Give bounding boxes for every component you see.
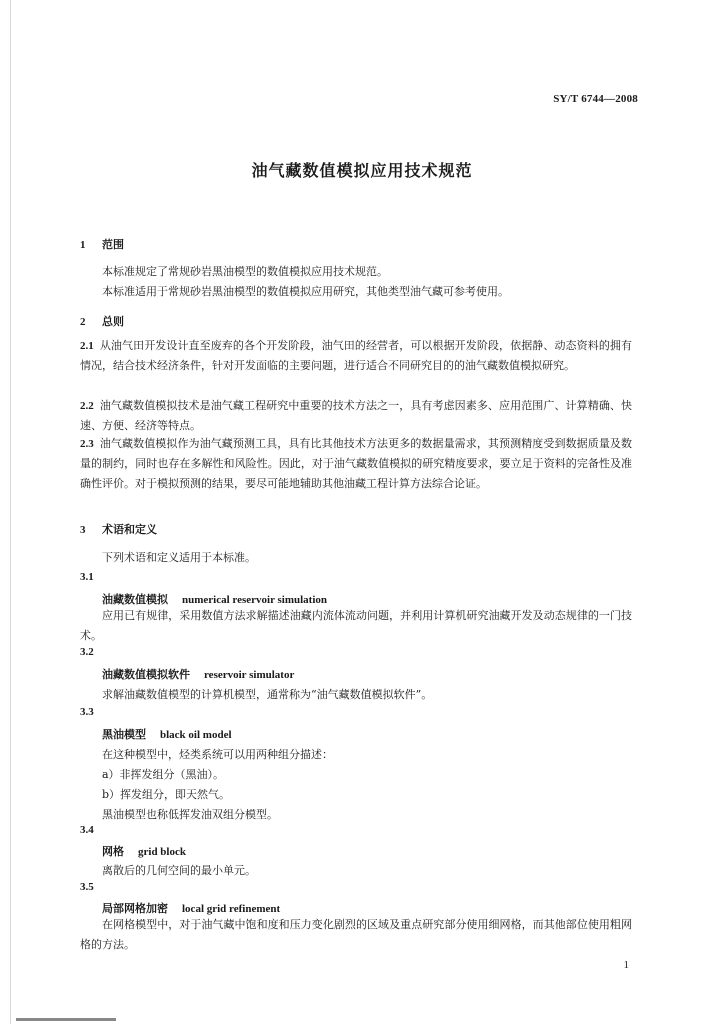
term-3-5-definition: 在网格模型中，对于油气藏中饱和度和压力变化剧烈的区域及重点研究部分使用细网格，而其他部位使用粗网格的方法。 xyxy=(80,918,632,951)
section-number: 3 xyxy=(80,524,86,536)
clause-text: 从油气田开发设计直至废弃的各个开发阶段，油气田的经营者，可以根据开发阶段，依据静、动态资料的拥有情况，结合技术经济条件，针对开发面临的主要问题，进行适合不同研究目的的油气藏数值模拟研究。 xyxy=(80,339,632,372)
term-chinese: 局部网格加密 xyxy=(102,902,168,915)
term-3-1 xyxy=(102,591,327,607)
term-chinese: 黑油模型 xyxy=(102,728,146,741)
term-3-1-number: 3.1 xyxy=(80,571,94,583)
term-3-2-number: 3.2 xyxy=(80,646,94,658)
section-number: 2 xyxy=(80,316,86,328)
section-number: 1 xyxy=(80,239,86,251)
clause-number: 2.2 xyxy=(80,400,94,412)
term-3-3-item-b: b）挥发组分，即天然气。 xyxy=(102,788,231,801)
section-2-heading xyxy=(80,313,124,329)
term-chinese: 网格 xyxy=(102,845,124,858)
clause-number: 2.3 xyxy=(80,438,94,450)
term-3-3-note: 黑油模型也称低挥发油双组分模型。 xyxy=(102,808,278,821)
term-3-5-number: 3.5 xyxy=(80,881,94,893)
term-3-3-definition: 在这种模型中，烃类系统可以用两种组分描述： xyxy=(102,748,333,761)
clause-2-2 xyxy=(80,396,632,436)
section-3-heading xyxy=(80,521,157,537)
term-chinese: 油藏数值模拟 xyxy=(102,593,168,606)
clause-text: 油气藏数值模拟作为油气藏预测工具，具有比其他技术方法更多的数据量需求，其预测精度受到数据质量及数量的制约，同时也存在多解性和风险性。因此，对于油气藏数值模拟的研究精度要求，要立足于资料的完备性及准确性评价。对于模拟预测的结果，要尽可能地辅助其他油藏工程计算方法综合论证。 xyxy=(80,437,632,490)
section-title: 范围 xyxy=(102,238,124,251)
term-3-2 xyxy=(102,666,294,682)
scan-page-edge xyxy=(10,0,11,1024)
document-title: 油气藏数值模拟应用技术规范 xyxy=(251,161,473,180)
standard-code: SY/T 6744—2008 xyxy=(553,93,638,105)
clause-2-3 xyxy=(80,434,632,494)
section-1-paragraph-2: 本标准适用于常规砂岩黑油模型的数值模拟应用研究，其他类型油气藏可参考使用。 xyxy=(102,285,509,298)
term-chinese: 油藏数值模拟软件 xyxy=(102,668,190,681)
term-english: numerical reservoir simulation xyxy=(182,594,328,606)
term-3-5 xyxy=(102,900,280,916)
section-title: 术语和定义 xyxy=(102,523,157,536)
section-1-paragraph-1: 本标准规定了常规砂岩黑油模型的数值模拟应用技术规范。 xyxy=(102,265,388,278)
clause-text: 油气藏数值模拟技术是油气藏工程研究中重要的技术方法之一，具有考虑因素多、应用范围广、计算精确、快速、方便、经济等特点。 xyxy=(80,399,632,432)
scan-artifact xyxy=(16,1018,116,1021)
term-english: local grid refinement xyxy=(182,903,281,915)
clause-number: 2.1 xyxy=(80,340,94,352)
term-3-3-number: 3.3 xyxy=(80,706,94,718)
term-3-1-definition: 应用已有规律，采用数值方法求解描述油藏内流体流动问题，并利用计算机研究油藏开发及动态规律的一门技术。 xyxy=(80,609,632,642)
term-3-3 xyxy=(102,726,232,742)
term-3-3-item-a: a）非挥发组分（黑油）。 xyxy=(102,768,225,781)
term-3-4-definition: 离散后的几何空间的最小单元。 xyxy=(102,864,256,877)
term-english: grid block xyxy=(138,846,186,858)
term-3-2-definition: 求解油藏数值模型的计算机模型，通常称为“油气藏数值模拟软件”。 xyxy=(102,688,433,701)
term-3-4-number: 3.4 xyxy=(80,824,94,836)
section-title: 总则 xyxy=(102,315,124,328)
page-number: 1 xyxy=(623,959,629,971)
term-english: black oil model xyxy=(160,729,232,741)
term-3-4 xyxy=(102,843,186,859)
clause-2-1 xyxy=(80,336,632,376)
term-english: reservoir simulator xyxy=(204,669,295,681)
terms-intro: 下列术语和定义适用于本标准。 xyxy=(102,551,256,564)
section-1-heading xyxy=(80,236,124,252)
